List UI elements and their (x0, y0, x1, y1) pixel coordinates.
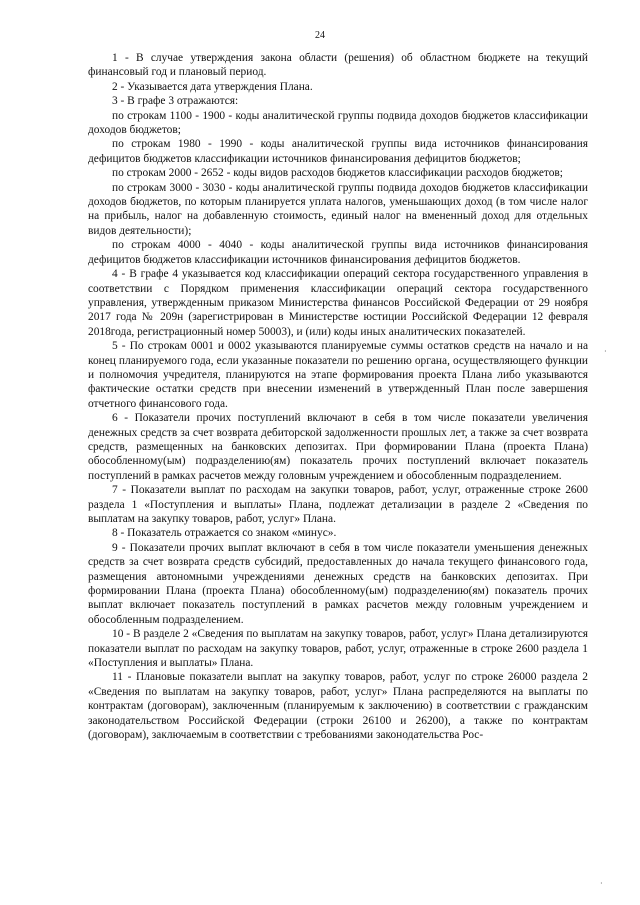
footnote-paragraph-9: 9 - Показатели прочих выплат включают в себя в том числе показатели уменьшения денежных средств за счет возврата средств субсидий, предоставленных до начала текущего финансового года, размещения автономными учреждениями денежных средств на банковских депозитах. При формировании Плана (проекта Плана) обособленному(ым) подразделению(ям) показатель прочих выплат включает показатель поступлений в рамках расчетов между головным учреждением и обособленным подразделением. (88, 541, 588, 626)
footnote-paragraph-6: 6 - Показатели прочих поступлений включают в себя в том числе показатели увеличения денежных средств за счет возврата дебиторской задолженности прошлых лет, а также за счет возврата средств, размещенных на банковских депозитах. При формировании Плана (проекта Плана) обособленному(ым) подразделению(ям) показатель прочих поступлений включает показатель поступлений в рамках расчетов между головным учреждением и обособленным подразделением. (88, 412, 588, 482)
margin-mark-decoration: · (600, 879, 603, 888)
list-paragraph-rows-1100: по строкам 1100 - 1900 - коды аналитической группы подвида доходов бюджетов классификации доходов бюджетов; (88, 109, 588, 137)
footnote-paragraph-8: 8 - Показатель отражается со знаком «минус». (112, 527, 337, 540)
list-paragraph-rows-1980: по строкам 1980 - 1990 - коды аналитической группы вида источников финансирования дефицитов бюджетов классификации источников финансирования дефицитов бюджетов; (88, 138, 588, 165)
footnote-paragraph-7: 7 - Показатели выплат по расходам на закупки товаров, работ, услуг, отраженные строке 2600 раздела 1 «Поступления и выплаты» Плана, подлежат детализации в разделе 2 «Сведения по выплатам на закупку товаров, работ, услуг» Плана. (88, 484, 588, 525)
document-body (88, 51, 588, 743)
footnote-paragraph-10: 10 - В разделе 2 «Сведения по выплатам на закупку товаров, работ, услуг» Плана детализируются показатели выплат по расходам на закупку товаров, работ, услуг, отраженные в строке 2600 раздела 1 «Поступления и выплаты» Плана. (88, 628, 588, 670)
footnote-paragraph-5: 5 - По строкам 0001 и 0002 указываются планируемые суммы остатков средств на начало и на конец планируемого года, если указанные показатели по решению органа, осуществляющего функции и полномочия учредителя, планируются на этапе формирования проекта Плана либо указываются фактические остатки средств при внесении изменений в утвержденный План после завершения отчетного финансового года. (88, 340, 588, 410)
footnote-paragraph-11: 11 - Плановые показатели выплат на закупку товаров, работ, услуг по строке 26000 раздела 2 «Сведения по выплатам на закупку товаров, работ, услуг» Плана распределяются на выплаты по контрактам (договорам), заключенным (планируемым к заключению) в соответствии с гражданским законодательством Российской Федерации (строки 26100 и 26200), а также по контрактам (договорам), заключаемым в соответствии с требованиями законодательства Рос- (88, 671, 588, 742)
footnote-paragraph-2: 2 - Указывается дата утверждения Плана. (112, 80, 313, 93)
list-paragraph-rows-4000: по строкам 4000 - 4040 - коды аналитической группы вида источников финансирования дефицитов бюджетов классификации источников финансирования дефицитов бюджетов. (88, 239, 588, 266)
list-paragraph-rows-2000: по строкам 2000 - 2652 - коды видов расходов бюджетов классификации расходов бюджетов; (112, 167, 563, 180)
footnote-paragraph-4: 4 - В графе 4 указывается код классификации операций сектора государственного управления в соответствии с Порядком применения классификации операций сектора государственного управления, утвержденным приказом Министерства финансов Российской Федерации от 29 ноября 2017 года № 209н (зарегистрирован в Министерстве юстиции Российской Федерации 12 февраля 2018года, регистрационный номер 50003), и (или) коды иных аналитических показателей. (88, 268, 588, 338)
page-number: 24 (315, 30, 325, 41)
footnote-paragraph-1: 1 - В случае утверждения закона области (решения) об областном бюджете на текущий финансовый год и плановый период. (88, 52, 588, 79)
list-paragraph-rows-3000: по строкам 3000 - 3030 - коды аналитической группы подвида доходов бюджетов классификации доходов бюджетов, по которым планируется уплата налогов, уменьшающих доход (в том числе налог на прибыль, налог на добавленную стоимость, единый налог на вмененный доход для отдельных видов деятельности); (88, 181, 588, 237)
margin-mark-decoration: · (604, 347, 607, 356)
footnote-paragraph-3: 3 - В графе 3 отражаются: (112, 95, 239, 108)
